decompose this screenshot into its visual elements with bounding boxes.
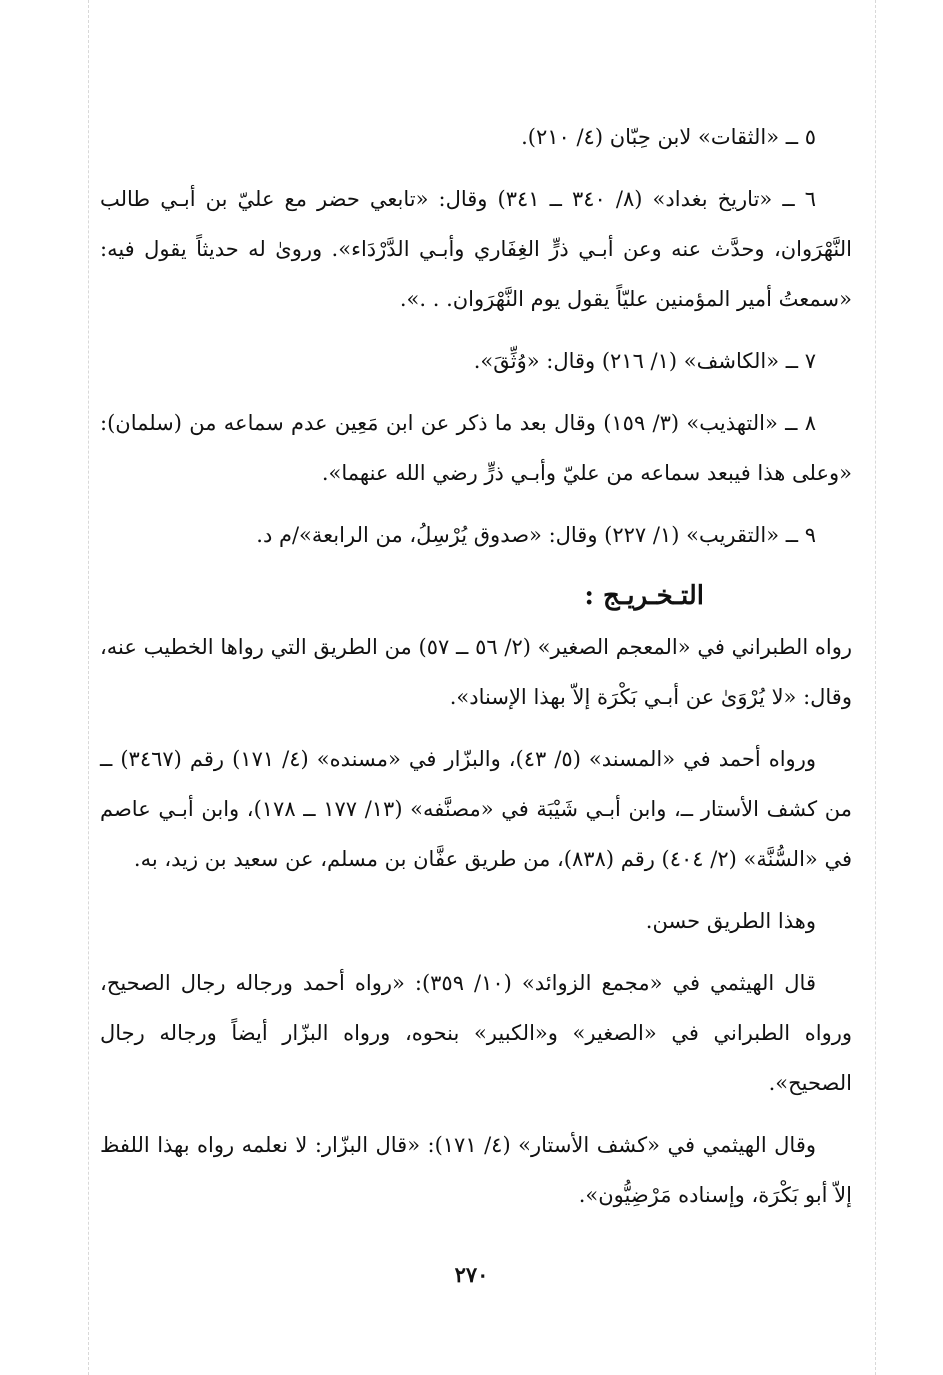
right-margin-guide bbox=[875, 0, 876, 1375]
page-number: ٢٧٠ bbox=[454, 1262, 489, 1287]
left-margin-guide bbox=[88, 0, 89, 1375]
entry-8: ٨ ــ «التهذيب» (٣/ ١٥٩) وقال بعد ما ذكر عن ابن مَعِين عدم سماعه من (سلمان): «وعلى هذا فيبعد سماعه من عليّ وأبـي ذرٍّ رضي الله عنهما». bbox=[100, 411, 852, 485]
entry-5: ٥ ــ «الثقات» لابن حِبّان (٤/ ٢١٠). bbox=[521, 125, 816, 149]
entry-9: ٩ ــ «التقريب» (١/ ٢٢٧) وقال: «صدوق يُرْسِلُ، من الرابعة»/م د. bbox=[256, 523, 816, 547]
page-content bbox=[100, 112, 852, 1232]
takhrij-paragraph-haythami-majma: قال الهيثمي في «مجمع الزوائد» (١٠/ ٣٥٩): «رواه أحمد ورجاله رجال الصحيح، ورواه الطبراني في «الصغير» و«الكبير» بنحوه، ورواه البزّار أيضاً ورجاله رجال الصحيح». bbox=[100, 971, 852, 1095]
takhrij-heading: التـخـريـج : bbox=[584, 581, 704, 611]
takhrij-paragraph-tabarani: رواه الطبراني في «المعجم الصغير» (٢/ ٥٦ ــ ٥٧) من الطريق التي رواها الخطيب عنه، وقال: «لا يُرْوَىٰ عن أبـي بَكْرَة إلاّ بهذا الإسناد». bbox=[100, 635, 852, 709]
entry-6: ٦ ــ «تاريخ بغداد» (٨/ ٣٤٠ ــ ٣٤١) وقال: «تابعي حضر مع عليّ بن أبـي طالب النَّهْرَوان، وحدَّث عنه وعن أبـي ذرٍّ الغِفَاري وأبـي الدَّرْدَاء». وروىٰ له حديثاً يقول فيه: «سمعتُ أمير المؤمنين عليّاً يقول يوم النَّهْرَوان. . .». bbox=[100, 187, 852, 311]
takhrij-paragraph-grade: وهذا الطريق حسن. bbox=[645, 909, 816, 933]
takhrij-paragraph-haythami-kashf: وقال الهيثمي في «كشف الأستار» (٤/ ١٧١): «قال البزّار: لا نعلمه رواه بهذا اللفظ إلاّ أبو بَكْرَة، وإسناده مَرْضِيُّون». bbox=[100, 1133, 852, 1207]
entry-7: ٧ ــ «الكاشف» (١/ ٢١٦) وقال: «وُثِّقَ». bbox=[473, 349, 816, 373]
takhrij-paragraph-ahmad: ورواه أحمد في «المسند» (٥/ ٤٣)، والبزّار في «مسنده» (٤/ ١٧١) رقم (٣٤٦٧) ــ من كشف الأستار ــ، وابن أبـي شَيْبَة في «مصنَّفه» (١٣/ ١٧٧ ــ ١٧٨)، وابن أبـي عاصم في «السُّنَّة» (٢/ ٤٠٤) رقم (٨٣٨)، من طريق عفَّان بن مسلم، عن سعيد بن زيد، به. bbox=[100, 747, 852, 871]
